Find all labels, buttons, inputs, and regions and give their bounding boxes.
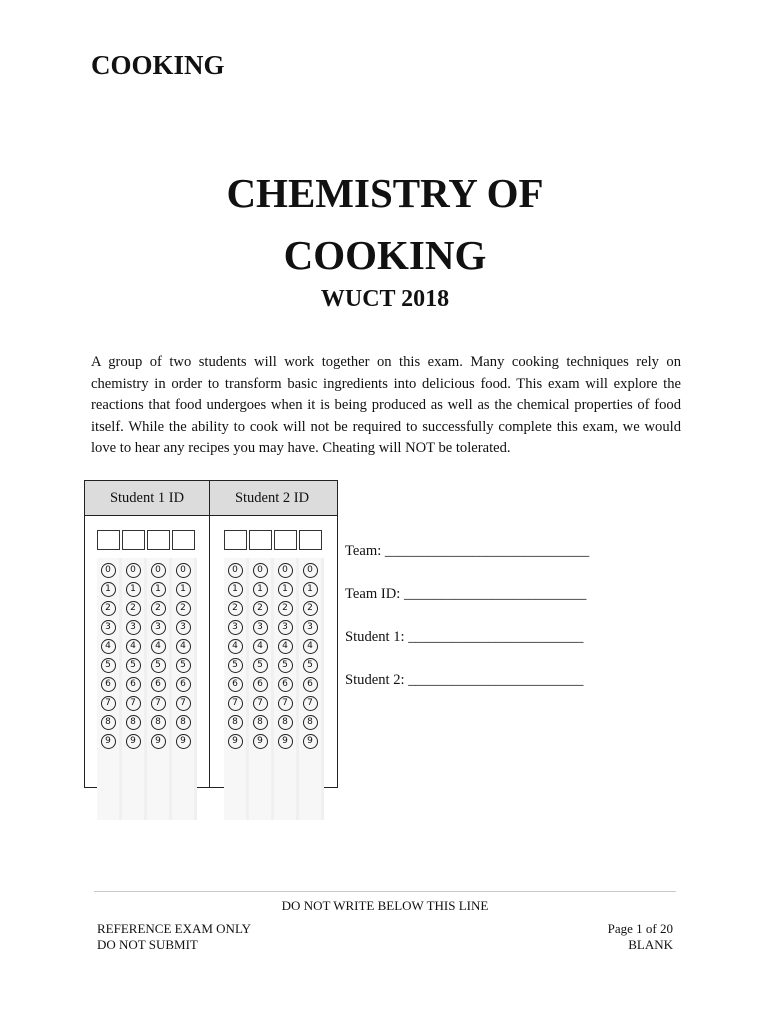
student1-field[interactable]: Student 1: ________________________ [345,629,584,645]
id-bubble[interactable]: 0 [278,563,293,578]
id-table-divider [209,481,210,787]
id-bubble[interactable]: 3 [278,620,293,635]
id-bubble[interactable]: 5 [278,658,293,673]
id-bubble[interactable]: 9 [126,734,141,749]
id-bubble[interactable]: 9 [278,734,293,749]
id-bubble[interactable]: 4 [176,639,191,654]
student-id-table [84,480,338,788]
reference-exam-label: REFERENCE EXAM ONLY [97,921,251,936]
id-digit-box[interactable] [249,530,272,550]
id-bubble[interactable]: 6 [278,677,293,692]
id-digit-box[interactable] [97,530,120,550]
id-bubble[interactable]: 4 [126,639,141,654]
id-bubble[interactable]: 7 [126,696,141,711]
id-bubble[interactable]: 2 [151,601,166,616]
id-digit-box[interactable] [147,530,170,550]
id-bubble[interactable]: 6 [126,677,141,692]
do-not-write-label: DO NOT WRITE BELOW THIS LINE [281,898,489,913]
id-bubble[interactable]: 1 [126,582,141,597]
do-not-write-line [94,891,676,892]
id-bubble[interactable]: 4 [228,639,243,654]
id-bubble[interactable]: 8 [228,715,243,730]
team-id-field[interactable]: Team ID: _________________________ [345,586,587,602]
id-bubble[interactable]: 9 [303,734,318,749]
id-bubble[interactable]: 8 [176,715,191,730]
id-bubble[interactable]: 5 [101,658,116,673]
student2-id-bubbles [224,558,324,820]
footer-right [608,921,673,953]
id-bubble[interactable]: 1 [253,582,268,597]
id-bubble[interactable]: 3 [101,620,116,635]
id-bubble[interactable]: 6 [101,677,116,692]
id-bubble[interactable]: 6 [176,677,191,692]
id-digit-box[interactable] [122,530,145,550]
id-bubble[interactable]: 8 [303,715,318,730]
id-bubble[interactable]: 7 [176,696,191,711]
page-number: Page 1 of 20 [607,921,673,936]
id-digit-column [122,558,144,820]
id-bubble[interactable]: 2 [101,601,116,616]
id-bubble[interactable]: 0 [151,563,166,578]
id-bubble[interactable]: 9 [176,734,191,749]
id-table-header [85,481,337,516]
id-digit-column [97,558,119,820]
id-bubble[interactable]: 6 [303,677,318,692]
exam-title [0,162,770,286]
id-bubble[interactable]: 8 [101,715,116,730]
id-bubble[interactable]: 2 [303,601,318,616]
id-bubble[interactable]: 1 [278,582,293,597]
id-bubble[interactable]: 4 [253,639,268,654]
id-bubble[interactable]: 4 [101,639,116,654]
id-bubble[interactable]: 4 [303,639,318,654]
id-bubble[interactable]: 9 [253,734,268,749]
id-bubble[interactable]: 1 [101,582,116,597]
id-digit-column [274,558,296,820]
id-bubble[interactable]: 8 [126,715,141,730]
id-digit-column [299,558,321,820]
id-bubble[interactable]: 0 [253,563,268,578]
id-bubble[interactable]: 5 [126,658,141,673]
id-bubble[interactable]: 3 [151,620,166,635]
student1-id-header: Student 1 ID [109,490,185,506]
id-bubble[interactable]: 8 [253,715,268,730]
id-bubble[interactable]: 1 [303,582,318,597]
header-subject: COOKING [91,50,225,80]
id-bubble[interactable]: 7 [101,696,116,711]
id-bubble[interactable]: 0 [101,563,116,578]
id-digit-column [224,558,246,820]
id-digit-box[interactable] [172,530,195,550]
id-bubble[interactable]: 5 [228,658,243,673]
id-bubble[interactable]: 8 [151,715,166,730]
do-not-submit-label: DO NOT SUBMIT [97,937,198,952]
page-status: BLANK [628,937,673,952]
id-bubble[interactable]: 2 [126,601,141,616]
id-bubble[interactable]: 6 [151,677,166,692]
id-bubble[interactable]: 3 [303,620,318,635]
id-bubble[interactable]: 3 [176,620,191,635]
id-digit-box[interactable] [224,530,247,550]
exam-title-line2: COOKING [283,232,487,278]
student2-field[interactable]: Student 2: ________________________ [345,672,584,688]
id-bubble[interactable]: 1 [228,582,243,597]
id-bubble[interactable]: 9 [101,734,116,749]
id-bubble[interactable]: 5 [176,658,191,673]
footer-left [97,921,251,953]
student2-id-header: Student 2 ID [234,490,310,506]
student2-id-boxes [224,530,324,550]
id-bubble[interactable]: 0 [176,563,191,578]
id-bubble[interactable]: 5 [253,658,268,673]
exam-subtitle: WUCT 2018 [320,286,450,312]
id-bubble[interactable]: 0 [126,563,141,578]
id-bubble[interactable]: 3 [253,620,268,635]
team-field[interactable]: Team: ____________________________ [345,543,590,559]
exam-title-line1: CHEMISTRY OF [226,170,544,216]
id-digit-box[interactable] [274,530,297,550]
id-bubble[interactable]: 2 [278,601,293,616]
id-digit-column [147,558,169,820]
id-bubble[interactable]: 6 [228,677,243,692]
student1-id-bubbles [97,558,197,820]
id-bubble[interactable]: 7 [303,696,318,711]
id-bubble[interactable]: 1 [176,582,191,597]
id-bubble[interactable]: 7 [151,696,166,711]
id-digit-column [249,558,271,820]
student1-id-boxes [97,530,197,550]
id-bubble[interactable]: 4 [278,639,293,654]
id-digit-box[interactable] [299,530,322,550]
id-bubble[interactable]: 2 [228,601,243,616]
id-digit-column [172,558,194,820]
id-bubble[interactable]: 5 [303,658,318,673]
id-bubble[interactable]: 8 [278,715,293,730]
id-bubble[interactable]: 6 [253,677,268,692]
id-bubble[interactable]: 9 [228,734,243,749]
id-bubble[interactable]: 3 [228,620,243,635]
id-bubble[interactable]: 7 [253,696,268,711]
id-bubble[interactable]: 7 [228,696,243,711]
id-bubble[interactable]: 0 [228,563,243,578]
id-bubble[interactable]: 2 [253,601,268,616]
id-bubble[interactable]: 4 [151,639,166,654]
id-bubble[interactable]: 7 [278,696,293,711]
id-bubble[interactable]: 2 [176,601,191,616]
id-bubble[interactable]: 3 [126,620,141,635]
intro-paragraph: A group of two students will work together on this exam. Many cooking techniques rely on chemistry in order to transform basic ingredients into delicious food. This exam will explore the reactions that food undergoes when it is being produced as well as the chemical properties of food itself. While the ability to cook will not be required to successfully complete this exam, we would love to hear any recipes you may have. Cheating will NOT be tolerated. [91,354,681,456]
id-bubble[interactable]: 5 [151,658,166,673]
id-bubble[interactable]: 9 [151,734,166,749]
id-bubble[interactable]: 1 [151,582,166,597]
id-bubble[interactable]: 0 [303,563,318,578]
